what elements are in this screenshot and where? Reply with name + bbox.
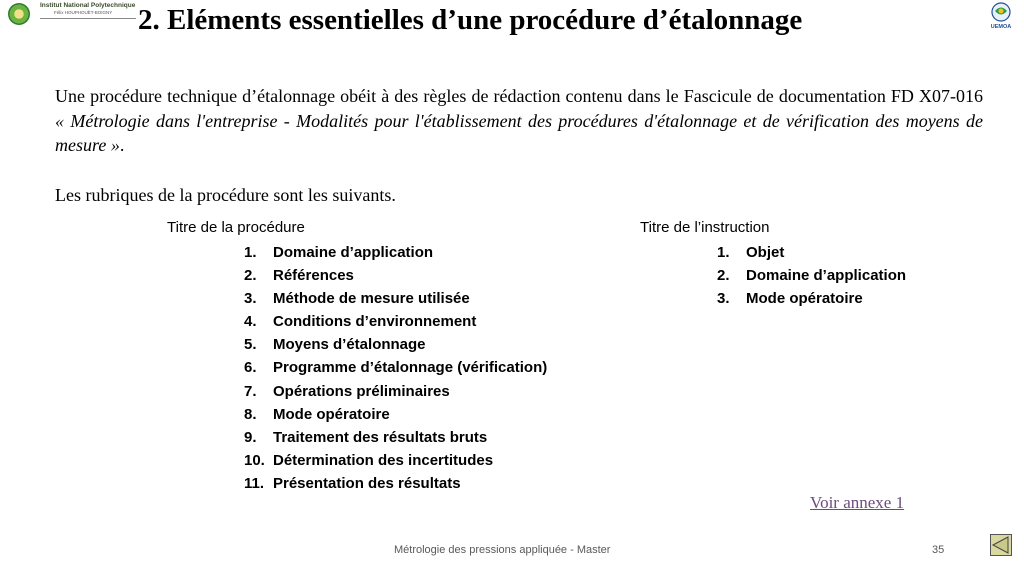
list-item [717,241,906,264]
list-item-label: Détermination des incertitudes [273,451,494,469]
list-item-label: Domaine d’application [746,267,907,285]
list-item-label: Programme d’étalonnage (vérification) [273,359,548,377]
instruction-rubric-list [717,241,906,310]
intro-text: Une procédure technique d’étalonnage obéit à des règles de rédaction contenu dans le Fascicule de documentation FD X07-016 [55,86,983,106]
list-item-label: Conditions d’environnement [273,313,477,331]
list-item-number: 1. [717,244,730,261]
inp-hb-emblem-icon [8,3,30,25]
list-item-label: Objet [746,244,785,261]
list-item [244,449,547,472]
list-item [244,426,547,449]
list-item-label: Mode opératoire [273,405,390,423]
institution-logo [6,2,138,28]
list-item-number: 2. [244,267,257,285]
list-item-label: Moyens d’étalonnage [273,336,426,354]
logo-divider [40,18,136,19]
list-item-number: 2. [717,267,730,285]
list-item-number: 4. [244,313,257,331]
rubriques-intro: Les rubriques de la procédure sont les suivants. [55,185,396,205]
list-item-label: Traitement des résultats bruts [273,428,488,446]
list-item-number: 3. [717,290,730,308]
list-item-number: 8. [244,405,257,423]
list-item-number: 6. [244,359,257,377]
uemoa-emblem-icon [984,2,1018,24]
footer-text: Métrologie des pressions appliquée - Master [394,544,611,556]
list-item-number: 1. [244,244,257,261]
list-item [244,380,547,403]
list-item [244,333,547,356]
list-item-label: Présentation des résultats [273,474,461,492]
partner-logo [984,2,1018,32]
instruction-title: Titre de l’instruction [640,219,770,236]
list-item-label: Références [273,267,354,285]
intro-paragraph [55,84,983,158]
list-item [244,287,547,310]
list-item-number: 5. [244,336,257,354]
partner-logo-label: UEMOA [990,24,1012,30]
procedure-title: Titre de la procédure [167,219,305,236]
list-item [244,356,547,379]
list-item-number: 10. [244,451,265,469]
list-item-number: 3. [244,290,257,308]
institution-subtitle: Félix HOUPHOUËT-BOIGNY [54,10,113,15]
list-item-number: 11. [244,474,265,492]
list-item [244,241,547,264]
institution-name: Institut National Polytechnique [40,2,136,9]
list-item [244,264,547,287]
list-item [717,264,906,287]
page-number: 35 [932,544,945,556]
list-item-label: Mode opératoire [746,290,863,308]
intro-end: . [119,135,125,155]
list-item-label: Opérations préliminaires [273,382,450,400]
list-item [244,403,547,426]
procedure-rubric-list [244,241,547,495]
list-item-number: 9. [244,428,257,446]
list-item-number: 7. [244,382,257,400]
list-item [244,472,547,495]
list-item-label: Méthode de mesure utilisée [273,290,470,308]
annex-link[interactable]: Voir annexe 1 [810,493,905,512]
slide-title: 2. Eléments essentielles d’une procédure d’étalonnage [138,4,803,36]
list-item [717,287,906,310]
list-item-label: Domaine d’application [273,244,434,261]
intro-reference-title: « Métrologie dans l'entreprise - Modalités pour l'établissement des procédures d'étalonnage et de vérification des moyens de mesure » [55,110,983,155]
list-item [244,310,547,333]
back-button[interactable] [990,534,1012,556]
